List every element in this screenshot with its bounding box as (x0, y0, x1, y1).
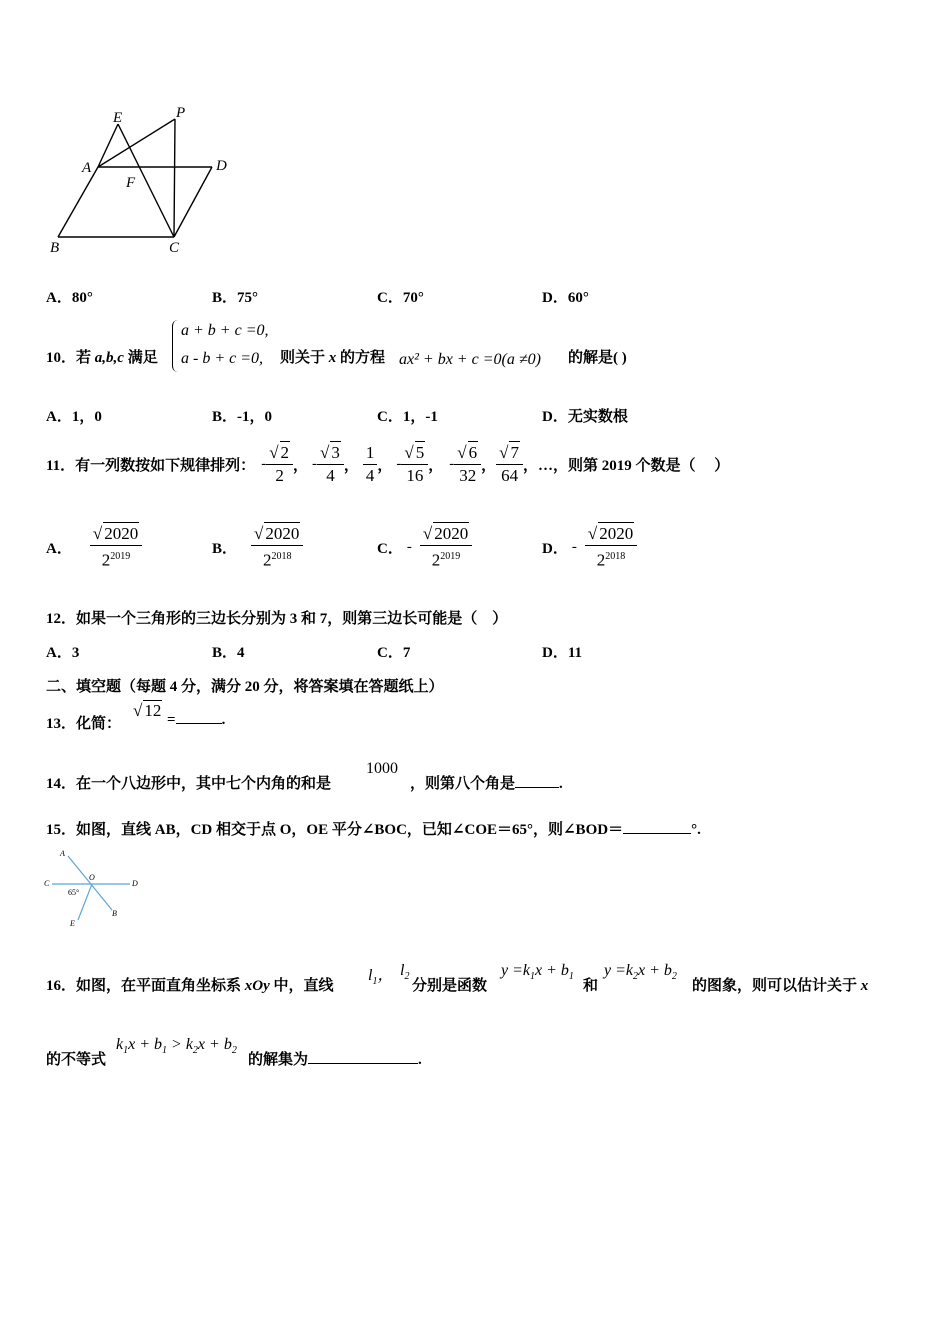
label-a: A (82, 160, 92, 176)
q11-option-b: B． $\frac{√ 2020}{2^{2018}}$ (212, 522, 303, 572)
fig2-label-b: B (112, 909, 117, 918)
q16-mid3: 的图象，则可以估计关于 x (692, 978, 869, 994)
q14-answer-blank[interactable] (515, 787, 559, 788)
q16-and: 和 (583, 978, 599, 994)
q16-line2-prefix: 的不等式 (46, 1052, 107, 1068)
fig2-label-angle: 65° (68, 888, 80, 897)
fig2-label-o: O (89, 873, 95, 882)
q14-value: 1000 (366, 760, 398, 777)
q9-option-a: A．80° (46, 290, 93, 306)
q16-inequality: $k_1x + b_1 > k_2x + b_2$ (116, 1036, 237, 1057)
label-f: F (126, 175, 136, 191)
q12-option-c: C．7 (377, 645, 411, 661)
q13-answer-blank[interactable] (176, 723, 222, 724)
q15-question: 15．如图，直线 AB，CD 相交于点 O，OE 平分∠BOC，已知∠COE＝65°，则∠BOD＝ °. (46, 822, 701, 838)
q11-option-a: A． $\frac{√ 2020}{2^{2019}}$ (46, 522, 142, 572)
q16-prefix: 16．如图，在平面直角坐标系 xOy 中，直线 (46, 978, 334, 994)
q10-system-eq2: a - b + c =0, (181, 350, 264, 367)
q15-answer-blank[interactable] (623, 833, 691, 834)
q10-prefix: 10．若 a,b,c 满足 (46, 350, 158, 366)
fig2-label-e: E (70, 919, 75, 928)
q9-option-c: C．70° (377, 290, 424, 306)
q13-radical: √ 12 (133, 701, 162, 720)
q10-system-eq1: a + b + c =0, (181, 322, 269, 339)
segment-ba (58, 167, 98, 237)
q16-line-l2: $l_2$ (400, 962, 410, 983)
q10-option-c: C．1，-1 (377, 409, 438, 425)
q11-term-3: $\frac{1}{4}$ (363, 442, 378, 487)
q12-question: 12．如果一个三角形的三边长分别为 3 和 7，则第三边长可能是（ ） (46, 611, 508, 627)
q13-answer: = . (167, 712, 226, 728)
q16-answer-blank[interactable] (308, 1063, 418, 1064)
q11-term-1: $\frac{√ 2}{2}$ (266, 441, 293, 487)
q9-option-d: D．60° (542, 290, 589, 306)
q10-system-brace (172, 320, 181, 372)
q16-function-2: $y =k_2x + b_2$ (604, 962, 677, 983)
q11-option-d: D． - $\frac{√ 2020}{2^{2018}}$ (542, 522, 637, 572)
fig2-label-d: D (132, 879, 138, 888)
q10-suffix: 的解是( ) (568, 350, 627, 366)
q13-prefix: 13．化简： (46, 716, 122, 732)
fig2-label-c: C (44, 879, 50, 888)
fig2-label-a: A (60, 849, 65, 858)
label-d: D (216, 158, 227, 174)
q11-question: 11．有一列数按如下规律排列： - $\frac{√ 2}{2}$ ， - $\frac{√ 3}{4}$ ， $\frac{1}{4}$ ， - $\frac{√ 5}{16}$ ， - $\frac{√ 6}{32}$ ， $\frac{√ 7}{64}$ ， …，则第 2019 个数是（ ） (46, 442, 730, 485)
segment-dc (174, 167, 212, 237)
q11-option-c: C． - $\frac{√ 2020}{2^{2019}}$ (377, 522, 472, 572)
q11-term-4: $\frac{√ 5}{16}$ (401, 441, 428, 487)
q12-option-b: B．4 (212, 645, 245, 661)
q16-line2-suffix: 的解集为 . (248, 1052, 422, 1068)
label-b: B (50, 240, 60, 256)
q10-option-a: A．1，0 (46, 409, 102, 425)
label-e: E (113, 110, 123, 126)
q10-option-b: B．-1，0 (212, 409, 273, 425)
q16-line-l1: $l_1$， (368, 967, 394, 988)
q12-option-d: D．11 (542, 645, 583, 661)
q16-mid2: 分别是函数 (412, 978, 488, 994)
q16-function-1: $y =k_1x + b_1$ (501, 962, 574, 983)
q9-option-b: B．75° (212, 290, 259, 306)
line-ab (68, 856, 112, 910)
q14-suffix: ，则第八个角是 . (410, 776, 563, 792)
q10-middle: 则关于 x 的方程 (280, 350, 386, 366)
label-p: P (176, 105, 186, 121)
q11-term-5: $\frac{√ 6}{32}$ (454, 441, 481, 487)
section-heading-fill-blank: 二、填空题（每题 4 分，满分 20 分，将答案填在答题纸上） (46, 679, 444, 695)
label-c: C (169, 240, 180, 256)
q10-equation: ax² + bx + c =0(a ≠0) (399, 351, 541, 368)
ray-oe (78, 884, 92, 920)
q10-option-d: D．无实数根 (542, 409, 628, 425)
segment-pc (174, 119, 175, 237)
q11-term-2: $\frac{√ 3}{4}$ (317, 441, 344, 487)
q12-option-a: A．3 (46, 645, 80, 661)
q14-prefix: 14．在一个八边形中，其中七个内角的和是 (46, 776, 332, 792)
q11-term-6: $\frac{√ 7}{64}$ (496, 441, 523, 487)
geometry-figure-intersecting-lines (40, 848, 150, 930)
geometry-figure-parallelogram (40, 100, 240, 260)
